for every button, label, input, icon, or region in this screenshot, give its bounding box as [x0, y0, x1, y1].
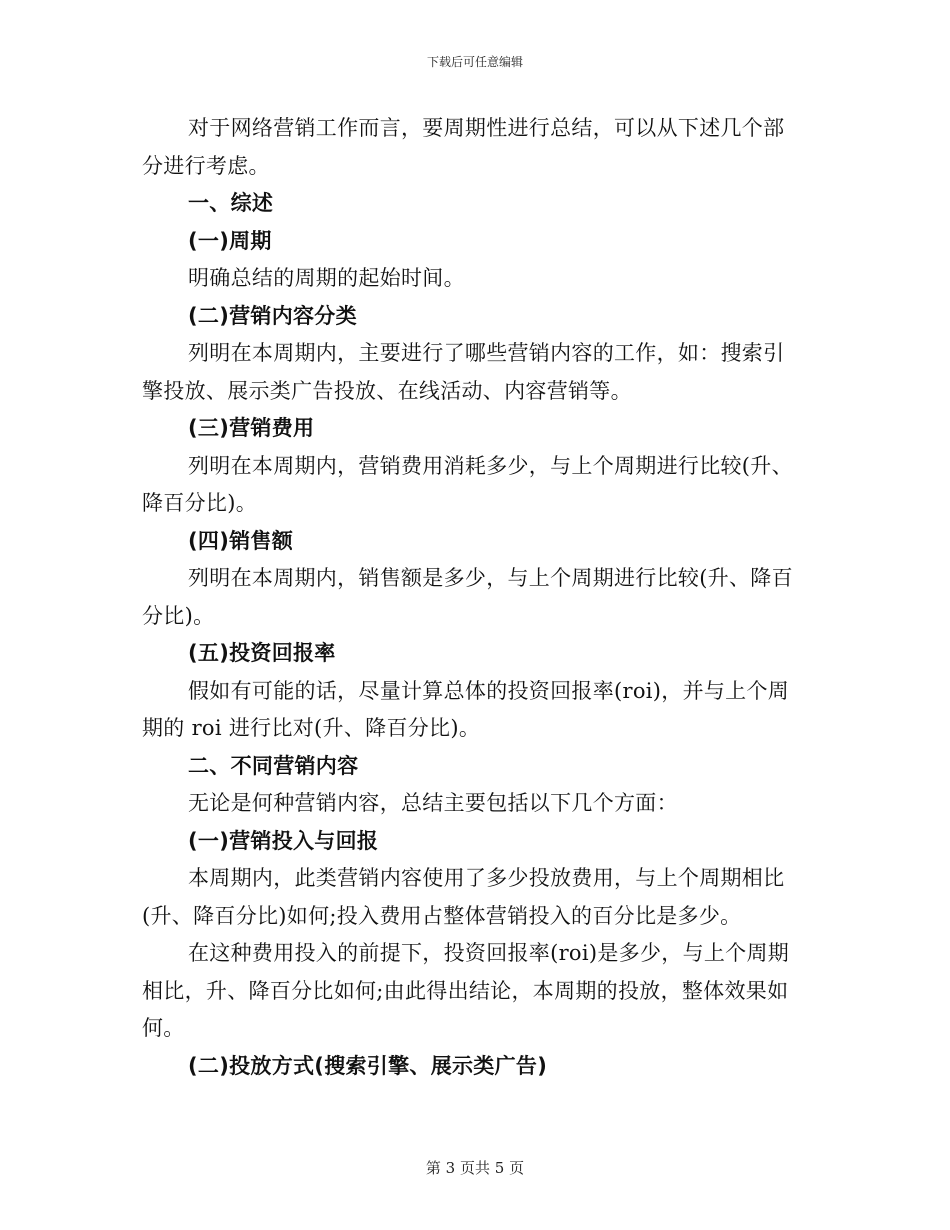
body-paragraph: 列明在本周期内，销售额是多少，与上个周期进行比较(升、降百分比)。	[142, 566, 793, 628]
body-paragraph: 列明在本周期内，主要进行了哪些营销内容的工作，如：搜索引擎投放、展示类广告投放、在线活动、内容营销等。	[142, 341, 785, 403]
subsection-heading: (五)投资回报率	[188, 641, 336, 665]
section-heading: 二、不同营销内容	[188, 753, 359, 778]
body-paragraph: 对于网络营销工作而言，要周期性进行总结，可以从下述几个部分进行考虑。	[142, 116, 785, 178]
page-header: 下载后可任意编辑	[426, 55, 523, 69]
subsection-heading: (一)周期	[188, 228, 272, 253]
document-body	[142, 110, 802, 1085]
subsection-heading: (四)销售额	[188, 528, 293, 553]
page-number-footer: 第 3 页共 5 页	[425, 1159, 525, 1177]
subsection-heading: (二)投放方式(搜索引擎、展示类广告)	[188, 1053, 548, 1078]
subsection-heading: (一)营销投入与回报	[188, 828, 379, 853]
subsection-heading: (三)营销费用	[188, 416, 315, 440]
body-paragraph: 本周期内，此类营销内容使用了多少投放费用，与上个周期相比(升、降百分比)如何;投入费用占整体营销投入的百分比是多少。	[142, 866, 785, 928]
body-paragraph: 在这种费用投入的前提下，投资回报率(roi)是多少，与上个周期相比，升、降百分比如何;由此得出结论，本周期的投放，整体效果如何。	[142, 941, 790, 1040]
body-paragraph: 假如有可能的话，尽量计算总体的投资回报率(roi)，并与上个周期的 roi 进行比对(升、降百分比)。	[142, 678, 790, 740]
body-paragraph: 明确总结的周期的起始时间。	[188, 266, 465, 290]
section-heading: 一、综述	[188, 191, 274, 215]
body-paragraph: 列明在本周期内，营销费用消耗多少，与上个周期进行比较(升、降百分比)。	[142, 453, 793, 515]
body-paragraph: 无论是何种营销内容，总结主要包括以下几个方面：	[188, 791, 678, 815]
subsection-heading: (二)营销内容分类	[188, 303, 357, 328]
